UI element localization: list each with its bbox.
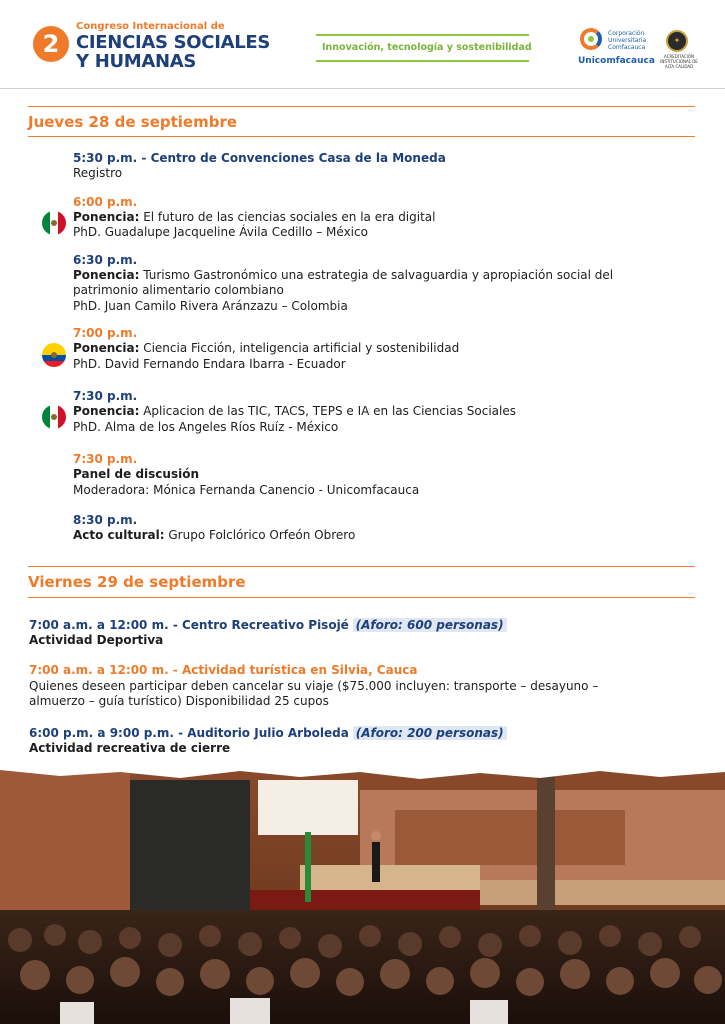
day2-bottom-rule bbox=[28, 597, 695, 598]
congress-title-line2: Y HUMANAS bbox=[76, 51, 197, 72]
day2-top-rule bbox=[28, 566, 695, 567]
schedule-time: 7:30 p.m. bbox=[73, 389, 138, 403]
logo-org-name: Corporación Universitaria Comfacauca bbox=[608, 30, 647, 51]
schedule-talk: Ponencia: El futuro de las ciencias sociales en la era digital bbox=[73, 210, 436, 224]
capacity-badge: (Aforo: 600 personas) bbox=[353, 618, 507, 632]
day1-bottom-rule bbox=[28, 136, 695, 137]
schedule-speaker: PhD. Guadalupe Jacqueline Ávila Cedillo – México bbox=[73, 225, 368, 239]
page-header bbox=[0, 0, 725, 88]
mexico-flag-icon bbox=[42, 405, 66, 429]
edition-badge: 2 bbox=[33, 26, 69, 62]
unicomfacauca-logo bbox=[578, 26, 655, 68]
schedule-detail: Registro bbox=[73, 166, 123, 180]
schedule-time: 7:30 p.m. bbox=[73, 452, 138, 466]
schedule-cultural: Acto cultural: Grupo Folclórico Orfeón Obrero bbox=[73, 528, 356, 542]
schedule-panel: Panel de discusión bbox=[73, 467, 199, 481]
day1-top-rule bbox=[28, 106, 695, 107]
auditorium-photo bbox=[0, 770, 725, 1024]
schedule-time: 6:00 p.m. a 9:00 p.m. - Auditorio Julio Arboleda (Aforo: 200 personas) bbox=[29, 726, 507, 741]
schedule-detail: almuerzo – guía turístico) Disponibilidad 25 cupos bbox=[29, 694, 329, 708]
schedule-time: 6:30 p.m. bbox=[73, 253, 138, 267]
accreditation-seal-icon: ✦ bbox=[666, 30, 688, 52]
schedule-moderator: Moderadora: Mónica Fernanda Canencio - Unicomfacauca bbox=[73, 483, 420, 497]
schedule-activity: Actividad recreativa de cierre bbox=[29, 741, 231, 755]
header-divider bbox=[0, 88, 725, 89]
schedule-time: 7:00 a.m. a 12:00 m. - Actividad turística en Silvia, Cauca bbox=[29, 663, 418, 677]
schedule-time: 8:30 p.m. bbox=[73, 513, 138, 527]
schedule-speaker: PhD. Alma de los Angeles Ríos Ruíz - México bbox=[73, 420, 339, 434]
schedule-activity: Actividad Deportiva bbox=[29, 633, 164, 647]
congress-subtitle: Congreso Internacional de bbox=[76, 21, 225, 32]
logo-name: Unicomfacauca bbox=[578, 56, 655, 66]
tagline: Innovación, tecnología y sostenibilidad bbox=[322, 42, 532, 53]
seal-text: ACREDITACIÓN INSTITUCIONAL DE ALTA CALIDAD bbox=[660, 54, 698, 69]
mexico-flag-icon bbox=[42, 211, 66, 235]
ecuador-flag-icon bbox=[42, 343, 66, 367]
day1-title: Jueves 28 de septiembre bbox=[28, 113, 238, 131]
schedule-time: 5:30 p.m. - Centro de Convenciones Casa de la Moneda bbox=[73, 151, 446, 165]
schedule-time: 7:00 a.m. a 12:00 m. - Centro Recreativo Pisojé (Aforo: 600 personas) bbox=[29, 618, 507, 633]
schedule-speaker: PhD. Juan Camilo Rivera Aránzazu – Colombia bbox=[73, 299, 348, 313]
schedule-time: 7:00 p.m. bbox=[73, 326, 138, 340]
day2-title: Viernes 29 de septiembre bbox=[28, 573, 246, 591]
schedule-detail: Quienes deseen participar deben cancelar su viaje ($75.000 incluyen: transporte – desayuno – bbox=[29, 679, 599, 693]
congress-title bbox=[76, 33, 270, 71]
auditorium-illustration bbox=[0, 770, 725, 1024]
capacity-badge: (Aforo: 200 personas) bbox=[353, 726, 507, 740]
accreditation-seal bbox=[658, 30, 700, 70]
schedule-time: 6:00 p.m. bbox=[73, 195, 138, 209]
schedule-talk: Ponencia: Aplicacion de las TIC, TACS, TEPS e IA en las Ciencias Sociales bbox=[73, 404, 516, 418]
schedule-talk: Ponencia: Turismo Gastronómico una estrategia de salvaguardia y apropiación social del bbox=[73, 268, 614, 282]
schedule-talk: Ponencia: Ciencia Ficción, inteligencia artificial y sostenibilidad bbox=[73, 341, 460, 355]
congress-title-line1: CIENCIAS SOCIALES bbox=[76, 32, 271, 53]
schedule-talk-cont: patrimonio alimentario colombiano bbox=[73, 283, 284, 297]
schedule-speaker: PhD. David Fernando Endara Ibarra - Ecuador bbox=[73, 357, 346, 371]
